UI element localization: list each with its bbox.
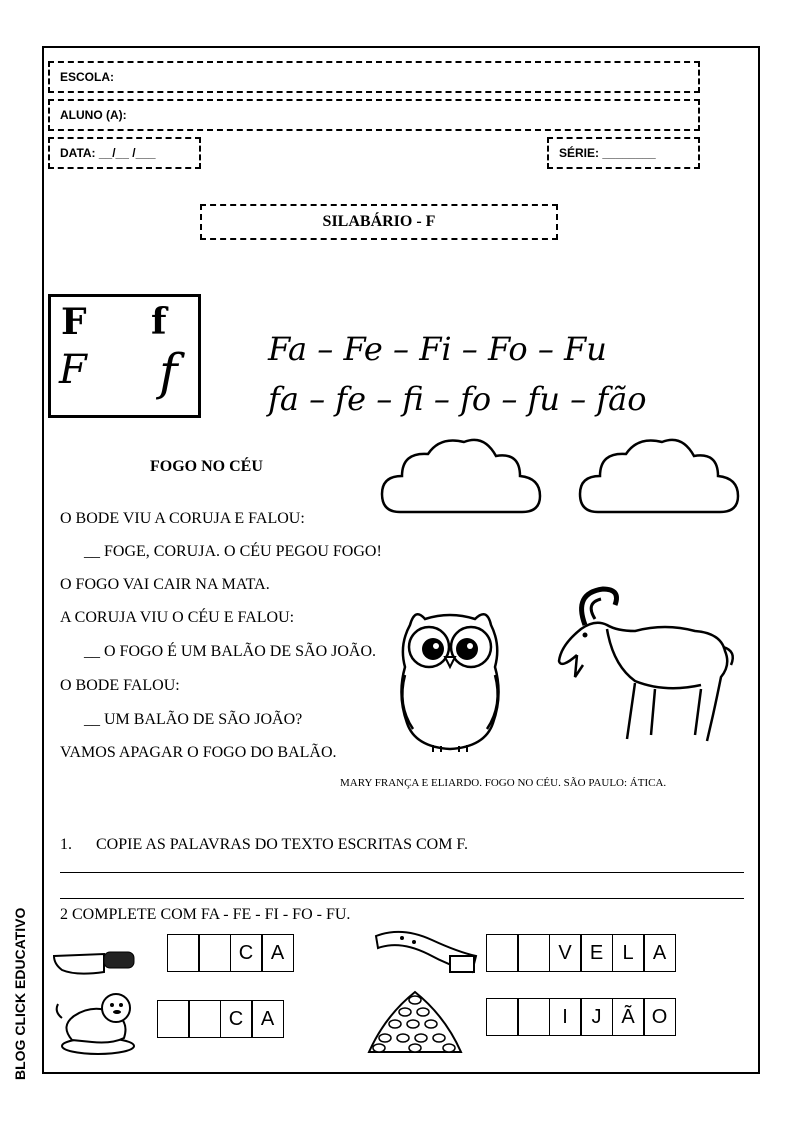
story-line: O FOGO VAI CAIR NA MATA. — [60, 576, 270, 593]
letter-cell: C — [230, 934, 263, 972]
answer-line[interactable] — [60, 898, 744, 899]
grade-label: SÉRIE: ________ — [559, 146, 656, 160]
letter-cell[interactable] — [198, 934, 231, 972]
letter-cell[interactable] — [486, 998, 519, 1036]
word-cells-belt — [487, 934, 676, 972]
letter-cell: A — [643, 934, 676, 972]
page-title: SILABÁRIO - F — [200, 204, 558, 240]
story-line: VAMOS APAGAR O FOGO DO BALÃO. — [60, 744, 337, 761]
print-upper-letter: F — [61, 301, 87, 343]
story-line: O BODE FALOU: — [60, 677, 180, 694]
question-1-number: 1. — [60, 836, 72, 853]
letter-cell: O — [643, 998, 676, 1036]
cloud-icon — [578, 432, 743, 518]
letter-cell[interactable] — [517, 998, 550, 1036]
cloud-icon — [380, 432, 545, 518]
syllables-upper: Fa – Fe – Fi – Fo – Fu — [268, 330, 607, 368]
letter-cell: I — [549, 998, 582, 1036]
letter-cell: J — [580, 998, 613, 1036]
story-line: __ FOGE, CORUJA. O CÉU PEGOU FOGO! — [84, 543, 382, 560]
date-label: DATA: __/__ /___ — [60, 146, 156, 160]
syllables-lower: fa – fe – fi – fo – fu – fão — [268, 380, 647, 418]
letter-cell[interactable] — [167, 934, 200, 972]
story-line: O BODE VIU A CORUJA E FALOU: — [60, 510, 305, 527]
story-source: MARY FRANÇA E ELIARDO. FOGO NO CÉU. SÃO PAULO: ÁTICA. — [340, 777, 667, 789]
question-2-text: 2 COMPLETE COM FA - FE - FI - FO - FU. — [60, 906, 351, 923]
question-1-text: COPIE AS PALAVRAS DO TEXTO ESCRITAS COM F. — [96, 836, 469, 853]
letter-cell: A — [251, 1000, 284, 1038]
student-label: ALUNO (A): — [60, 108, 127, 122]
print-lower-letter: f — [151, 301, 167, 343]
belt-icon — [372, 926, 482, 978]
grade-field[interactable] — [547, 137, 700, 169]
letter-cell[interactable] — [486, 934, 519, 972]
word-cells-knife — [168, 934, 294, 972]
knife-icon — [52, 944, 138, 980]
letter-cell: Ã — [612, 998, 645, 1036]
word-cells-seal — [158, 1000, 284, 1038]
beans-icon — [365, 986, 465, 1058]
letter-cell[interactable] — [188, 1000, 221, 1038]
story-line: __ O FOGO É UM BALÃO DE SÃO JOÃO. — [84, 643, 377, 660]
student-field[interactable] — [48, 99, 700, 131]
cursive-upper-letter: F — [59, 347, 87, 393]
letter-cell: V — [549, 934, 582, 972]
owl-icon — [395, 605, 505, 755]
side-credit: BLOG CLICK EDUCATIVO — [12, 907, 28, 1080]
letter-cell[interactable] — [157, 1000, 190, 1038]
letter-cell: E — [580, 934, 613, 972]
letter-cell[interactable] — [517, 934, 550, 972]
cursive-lower-letter: f — [159, 343, 178, 401]
story-line: __ UM BALÃO DE SÃO JOÃO? — [84, 711, 303, 728]
school-label: ESCOLA: — [60, 70, 114, 84]
story-title: FOGO NO CÉU — [150, 458, 263, 475]
letter-box — [48, 294, 201, 418]
letter-cell: C — [220, 1000, 253, 1038]
letter-cell: L — [612, 934, 645, 972]
school-field[interactable] — [48, 61, 700, 93]
answer-line[interactable] — [60, 872, 744, 873]
goat-icon — [555, 585, 740, 750]
letter-cell: A — [261, 934, 294, 972]
word-cells-beans — [487, 998, 676, 1036]
date-field[interactable] — [48, 137, 201, 169]
story-line: A CORUJA VIU O CÉU E FALOU: — [60, 609, 295, 626]
seal-icon — [52, 990, 142, 1058]
